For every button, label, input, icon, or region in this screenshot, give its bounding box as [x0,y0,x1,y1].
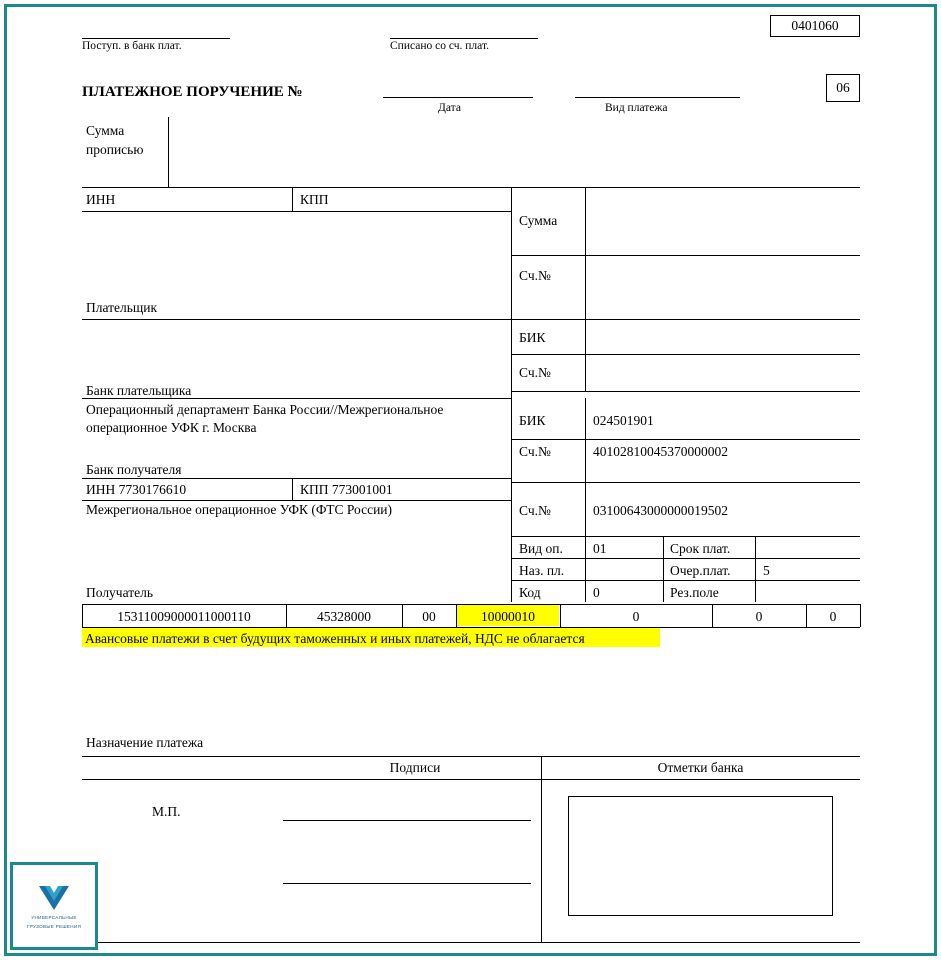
code-row-value: 0 [593,585,600,600]
inn-label: ИНН [86,192,116,207]
amount-bottom [511,255,860,256]
right-column-divider [511,187,512,602]
amount-label: Сумма [519,213,558,228]
payee-account-value: 03100643000000019502 [593,503,728,518]
payer-bank-account-bottom [511,391,860,392]
company-logo [10,862,98,950]
payment-kind-label: Вид платежа [605,102,668,114]
payee-account-label: Сч.№ [519,503,551,518]
payee-bank-account-bottom [511,482,860,483]
amount-words-divider [168,117,169,187]
form-code-value: 0401060 [791,18,839,33]
code-box-value: 06 [836,80,850,95]
payer-account-label: Сч.№ [519,268,551,283]
kpp-label: КПП [300,192,329,207]
pay-term-value-divider [755,536,756,602]
signatures-divider [541,756,542,942]
page-title: ПЛАТЕЖНОЕ ПОРУЧЕНИЕ № [82,84,303,100]
payee-kpp-label: КПП 773001001 [300,482,393,497]
bank-marks-label: Отметки банка [657,760,744,775]
budget-field-1: 15311009000011000110 [117,609,251,624]
purpose-bottom [82,756,860,757]
debited-label: Списано со сч. плат. [390,40,489,52]
logo-caption-line2: ГРУЗОВЫЕ РЕШЕНИЯ [26,924,82,929]
signatures-label: Подписи [389,760,441,775]
debited-line [390,38,538,39]
op-kind-divider [585,536,586,602]
payee-account-bottom [511,536,860,537]
amount-words-label-2: прописью [86,142,144,157]
payer-bank-bottom [82,398,512,399]
purpose-text: Авансовые платежи в счет будущих таможенных и иных платежей, НДС не облагается [85,631,585,646]
pay-purpose-code-label: Наз. пл. [519,563,565,578]
payee-bik-divider [585,398,586,439]
stamp-label: М.П. [152,804,181,819]
receipt-label: Поступ. в банк плат. [82,40,182,52]
payer-account-divider [585,255,586,319]
signature-line-1 [283,820,531,821]
code-row-label: Код [519,585,541,600]
payee-inn-kpp-divider [292,478,293,500]
inn-kpp-divider [292,187,293,211]
payee-bank-bottom [82,478,512,479]
signatures-header-bottom [82,779,860,780]
op-kind-value: 01 [593,541,607,556]
payee-inn-label: ИНН 7730176610 [86,482,187,497]
payee-label: Получатель [86,585,154,600]
budget-field-7: 0 [829,609,837,624]
payee-bank-label: Банк получателя [86,462,182,477]
payee-bik-bottom [511,439,860,440]
date-line [383,97,533,98]
payer-bank-account-label: Сч.№ [519,365,551,380]
pay-term-label: Срок плат. [670,541,731,556]
budget-field-6: 0 [755,609,763,624]
amount-words-label-1: Сумма [86,123,125,138]
payer-bik-bottom [511,354,860,355]
payee-bank-bik-value: 024501901 [593,413,654,428]
purpose-label: Назначение платежа [86,735,204,750]
payee-bank-bik-label: БИК [519,413,546,428]
payee-bottom [82,604,512,605]
budget-field-4: 10000010 [481,609,535,624]
budget-field-5: 0 [632,609,640,624]
payer-bik-divider [585,319,586,354]
amount-words-bottom [82,187,860,188]
payee-inn-kpp-bottom [82,500,512,501]
payer-account-bottom [511,319,860,320]
payment-kind-line [575,97,740,98]
payer-label: Плательщик [86,300,158,315]
receipt-line [82,38,230,39]
payee-bank-account-divider [585,439,586,482]
code-row-bottom [511,604,860,605]
payer-bottom [82,319,512,320]
payer-bank-label: Банк плательщика [86,383,192,398]
payee-account-divider [585,482,586,536]
budget-field-3: 00 [422,609,436,624]
op-kind-bottom [511,558,860,559]
payer-bank-account-divider [585,354,586,391]
amount-value-divider [585,187,586,255]
payee-bank-account-value: 40102810045370000002 [593,444,728,459]
payee-bank-name-line2: операционное УФК г. Москва [86,420,257,435]
date-label: Дата [438,102,461,114]
signatures-bottom [82,942,860,943]
budget-field-2: 45328000 [317,609,371,624]
payee-name-value: Межрегиональное операционное УФК (ФТС России) [86,502,393,517]
op-kind-label: Вид оп. [519,541,563,556]
logo-caption-line1: УНИВЕРСАЛЬНЫЕ [31,914,77,920]
bank-marks-box [568,796,833,916]
payee-bank-account-label: Сч.№ [519,444,551,459]
queue-label: Очер.плат. [670,563,731,578]
payer-bank-bik-label: БИК [519,330,546,345]
pay-purpose-code-bottom [511,580,860,581]
queue-value: 5 [763,563,770,578]
payee-bank-name-line1: Операционный департамент Банка России//Межрегиональное [86,402,444,417]
inn-kpp-bottom [82,211,512,212]
budget-div-8 [860,604,861,627]
logo-mark-icon [37,882,71,912]
pay-term-divider [663,536,664,602]
res-field-label: Рез.поле [670,585,719,600]
signature-line-2 [283,883,531,884]
